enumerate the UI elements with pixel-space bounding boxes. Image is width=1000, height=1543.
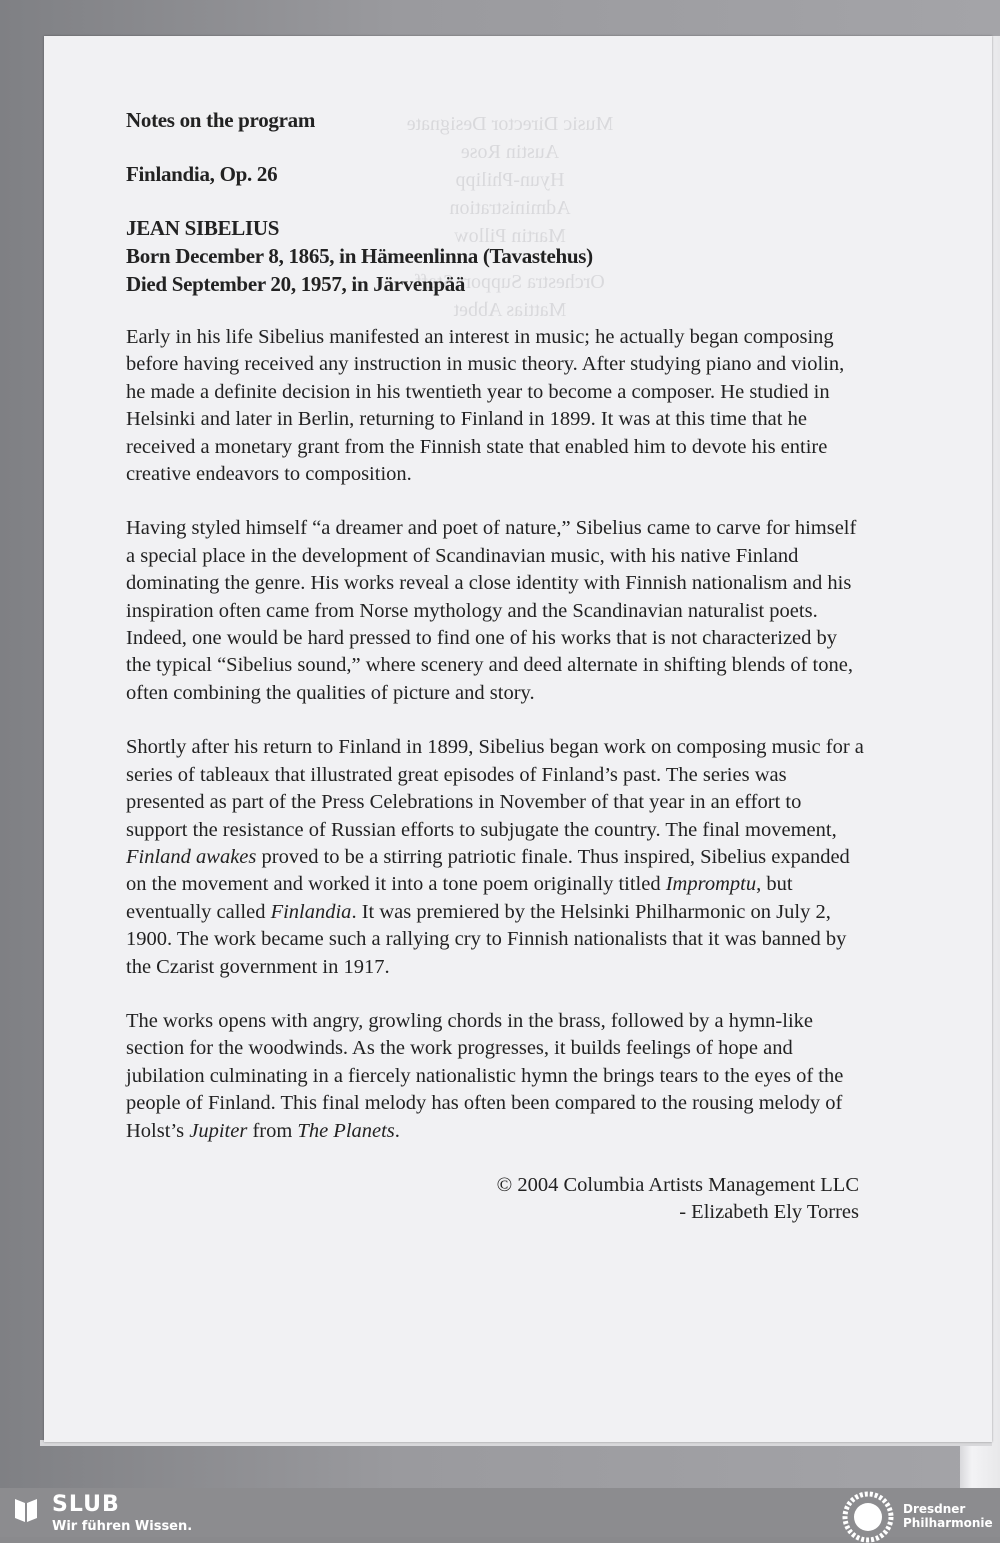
composer-died: Died September 20, 1957, in Järvenpää	[126, 272, 466, 296]
notes-heading: Notes on the program	[126, 108, 316, 132]
bleed-line: Martin Pillow	[454, 225, 566, 247]
footer-bar	[0, 1488, 1000, 1537]
bleed-line: Orchestra Support Staff	[415, 271, 605, 293]
text-span: , but eventually called	[126, 873, 793, 923]
work-title: The Planets	[297, 1119, 395, 1142]
text-span: The works opens with angry, growling chords in the brass, followed by a hymn-like section for the woodwinds. As the work progresses, it builds feelings of hope and jubilation culminating in a fiercely nationalistic hymn the brings tears to the eyes of the people of Finland. This final melody has often been compared to the rousing melody of Holst’s	[126, 1009, 844, 1142]
paragraph-style: Having styled himself “a dreamer and poet of nature,” Sibelius came to carve for himself a special place in the development of Scandinavian music, with his native Finland dominating the genre. His works reveal a close identity with Finnish nationalism and his inspiration often came from Norse mythology and the Scandinavian naturalist poets. Indeed, one would be hard pressed to find one of his works that is not characterized by the typical “Sibelius sound,” where scenery and deed alternate in shifting blends of tone, often combining the qualities of picture and story.	[126, 517, 857, 704]
work-title: Finlandia	[270, 900, 352, 923]
program-notes	[126, 106, 866, 1227]
text-span: from	[247, 1119, 298, 1142]
piece-title: Finlandia, Op. 26	[126, 162, 278, 186]
work-title: Jupiter	[189, 1119, 248, 1142]
slub-name: SLUB	[52, 1492, 120, 1517]
composer-name: JEAN SIBELIUS	[126, 216, 280, 240]
bleed-line: Mattias Abbet	[453, 299, 567, 321]
partner-name-line2: Philharmonie	[903, 1516, 993, 1530]
text-span: . It was premiered by the Helsinki Philharmonic on July 2, 1900. The work became such a rallying cry to Finnish nationalists that it was banned by the Czarist government in 1917.	[126, 900, 847, 978]
partner-name-line1: Dresdner	[903, 1502, 966, 1516]
credits	[126, 1172, 859, 1227]
work-title: Impromptu	[665, 873, 757, 896]
paragraph-description	[126, 1008, 866, 1145]
work-title: Finland awakes	[126, 845, 257, 868]
copyright-line: © 2004 Columbia Artists Management LLC	[496, 1173, 859, 1196]
dresdner-philharmonie-logo-icon	[842, 1491, 894, 1543]
text-span: Shortly after his return to Finland in 1899, Sibelius began work on composing music for a series of tableaux that illustrated great episodes of Finland’s past. The series was presented as part of the Press Celebrations in November of that year in an effort to support the resistance of Russian efforts to subjugate the country. The final movement,	[126, 736, 864, 841]
bleed-line: Administration	[449, 197, 571, 219]
slub-logo-icon	[12, 1496, 40, 1524]
paragraph-early-life: Early in his life Sibelius manifested an interest in music; he actually began composing before having received any instruction in music theory. After studying piano and violin, he made a definite decision in his twentieth year to become a composer. He studied in Helsinki and later in Berlin, returning to Finland in 1899. It was at this time that he received a monetary grant from the Finnish state that enabled him to devote his entire creative endeavors to composition.	[126, 326, 845, 486]
author-line: - Elizabeth Ely Torres	[679, 1201, 859, 1224]
text-span: .	[394, 1119, 400, 1142]
slub-tagline: Wir führen Wissen.	[52, 1519, 193, 1534]
composer-born: Born December 8, 1865, in Hämeenlinna (Tavastehus)	[126, 244, 593, 268]
text-span: proved to be a stirring patriotic finale. Thus inspired, Sibelius expanded on the movement and worked it into a tone poem originally titled	[126, 845, 850, 896]
partner-name	[903, 1502, 993, 1530]
bleed-line: Hyun-Philipp	[455, 169, 565, 191]
bleed-line: Music Director Designate	[406, 113, 614, 135]
paragraph-finlandia-origin	[126, 734, 866, 981]
bleed-line: Austin Rose	[460, 141, 560, 163]
